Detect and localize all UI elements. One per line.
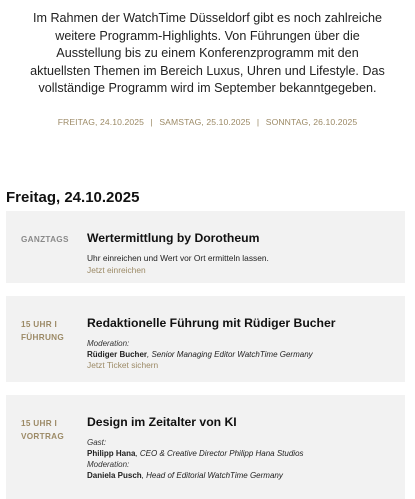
moderation-label: Moderation: bbox=[87, 460, 130, 469]
moderator-role: , Senior Managing Editor WatchTime Germany bbox=[147, 350, 313, 359]
event-time-line: 15 UHR I bbox=[21, 320, 58, 329]
day-navigation bbox=[0, 117, 415, 127]
submit-watch-link[interactable]: Jetzt einreichen bbox=[87, 264, 146, 275]
day-link-friday[interactable]: FREITAG, 24.10.2025 bbox=[57, 117, 144, 127]
event-type-line: VORTRAG bbox=[21, 432, 65, 441]
guest-role: , CEO & Creative Director Philipp Hana Studios bbox=[135, 449, 304, 458]
event-title: Redaktionelle Führung mit Rüdiger Bucher bbox=[87, 316, 336, 330]
event-body bbox=[87, 316, 392, 372]
moderator bbox=[87, 470, 392, 481]
event-card bbox=[6, 296, 405, 382]
day-heading: Freitag, 24.10.2025 bbox=[6, 189, 140, 206]
event-time bbox=[21, 318, 64, 344]
buy-ticket-link[interactable]: Jetzt Ticket sichern bbox=[87, 360, 159, 370]
moderator-role: , Head of Editorial WatchTime Germany bbox=[141, 471, 283, 480]
event-time bbox=[21, 233, 69, 246]
guest-label: Gast: bbox=[87, 438, 107, 447]
intro-text: Im Rahmen der WatchTime Düsseldorf gibt es noch zahlreiche weitere Programm-Highlights. Von Führungen über die Ausstellung bis zu einem Konferenzprogramm mit den aktuellsten Themen im Bereich Luxus, Uhren und Lifestyle. Das vollständige Programm wird im September bekanntgegeben. bbox=[30, 11, 385, 95]
moderator-name: Daniela Pusch bbox=[87, 471, 142, 480]
event-title: Design im Zeitalter von KI bbox=[87, 415, 237, 429]
separator: | bbox=[150, 117, 153, 127]
event-body bbox=[87, 415, 392, 481]
event-title: Wertermittlung by Dorotheum bbox=[87, 231, 260, 245]
event-body bbox=[87, 231, 392, 276]
separator: | bbox=[256, 117, 260, 127]
event-card bbox=[6, 211, 405, 283]
moderator-name: Rüdiger Bucher bbox=[87, 350, 148, 359]
event-time bbox=[21, 417, 64, 443]
guest bbox=[87, 448, 392, 459]
guest-name: Philipp Hana bbox=[87, 449, 136, 458]
day-link-sunday[interactable]: SONNTAG, 26.10.2025 bbox=[265, 117, 358, 127]
moderator bbox=[87, 349, 392, 360]
event-card bbox=[6, 395, 405, 499]
event-type-line: FÜHRUNG bbox=[21, 333, 65, 342]
event-time-line: 15 UHR I bbox=[21, 419, 58, 428]
moderation-label: Moderation: bbox=[87, 339, 130, 348]
event-description: Uhr einreichen und Wert vor Ort ermitteln lassen. bbox=[87, 253, 269, 263]
day-link-saturday[interactable]: SAMSTAG, 25.10.2025 bbox=[159, 117, 251, 127]
event-time-line: GANZTAGS bbox=[21, 235, 69, 244]
